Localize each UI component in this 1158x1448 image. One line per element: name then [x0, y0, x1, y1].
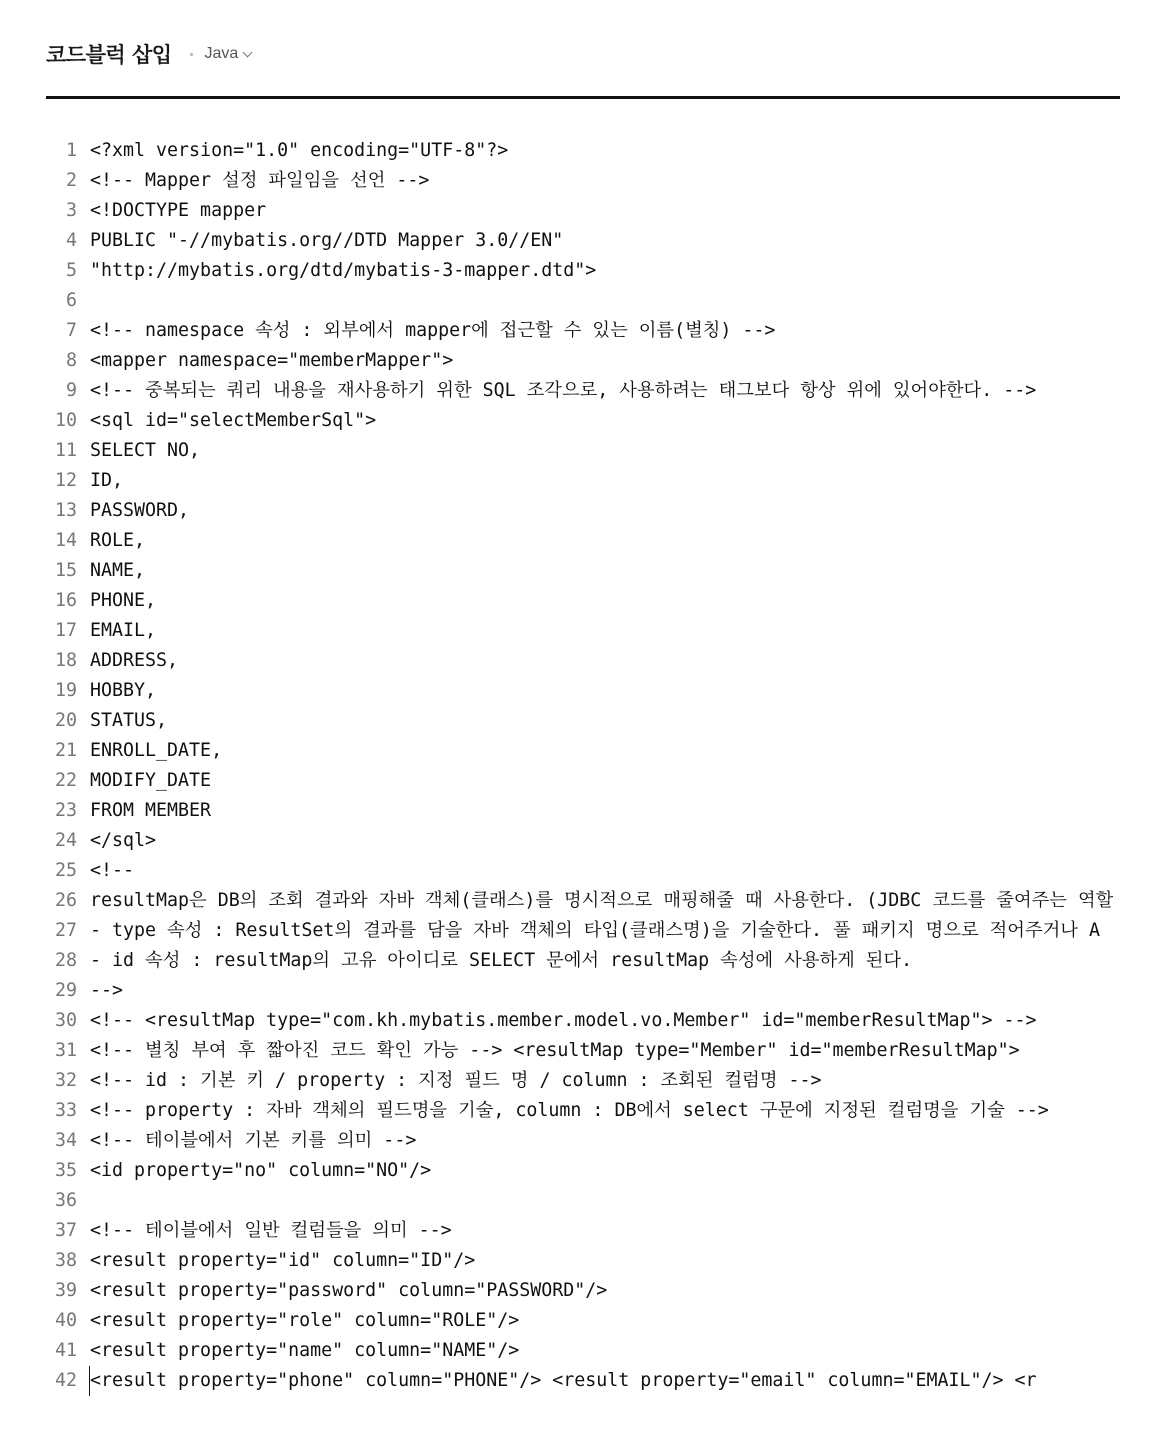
code-line-text[interactable]: --> [90, 980, 124, 1001]
line-number: 17 [54, 620, 77, 641]
code-line [46, 226, 1120, 256]
code-line-text[interactable] [90, 1186, 1120, 1216]
line-number: 40 [54, 1310, 77, 1331]
line-number: 28 [54, 950, 77, 971]
line-number: 11 [54, 440, 77, 461]
code-line-text[interactable]: <!-- [90, 860, 135, 881]
code-line [46, 706, 1120, 736]
code-line [46, 1006, 1120, 1036]
line-number: 7 [65, 320, 77, 341]
code-line [46, 406, 1120, 436]
chevron-down-icon [243, 47, 253, 57]
line-number: 31 [54, 1040, 77, 1061]
code-line-text[interactable]: FROM MEMBER [90, 800, 212, 821]
line-number: 41 [54, 1340, 77, 1361]
line-number: 9 [65, 380, 77, 401]
code-line-text[interactable]: <!-- <resultMap type="com.kh.mybatis.member.model.vo.Member" id="memberResultMap"> --> [90, 1010, 1037, 1031]
code-line-text[interactable]: <id property="no" column="NO"/> [90, 1160, 432, 1181]
code-line [46, 796, 1120, 826]
line-number: 6 [65, 290, 77, 311]
code-line-text[interactable]: <!-- Mapper 설정 파일임을 선언 --> [90, 170, 430, 191]
line-number: 2 [65, 170, 77, 191]
code-line-text[interactable]: HOBBY, [90, 680, 157, 701]
code-line-text[interactable]: NAME, [90, 560, 146, 581]
separator-dot [190, 53, 193, 56]
code-line [46, 1306, 1120, 1336]
code-line-text[interactable]: <!-- property : 자바 객체의 필드명을 기술, column : DB에서 select 구문에 지정된 컬럼명을 기술 --> [90, 1100, 1049, 1121]
line-number: 8 [65, 350, 77, 371]
code-line-text[interactable]: MODIFY_DATE [90, 770, 212, 791]
code-line-text[interactable]: <!-- 중복되는 쿼리 내용을 재사용하기 위한 SQL 조각으로, 사용하려는 태그보다 항상 위에 있어야한다. --> [90, 380, 1037, 401]
code-line [46, 946, 1120, 976]
dialog-title: 코드블럭 삽입 [46, 43, 172, 67]
code-line-text[interactable]: <!-- namespace 속성 : 외부에서 mapper에 접근할 수 있는 이름(별칭) --> [90, 320, 776, 341]
line-number: 12 [54, 470, 77, 491]
line-number: 34 [54, 1130, 77, 1151]
language-select-value: Java [204, 45, 239, 62]
code-line [46, 286, 1120, 316]
code-line-text[interactable]: PHONE, [90, 590, 157, 611]
line-number: 13 [54, 500, 77, 521]
line-number: 32 [54, 1070, 77, 1091]
line-number: 24 [54, 830, 77, 851]
code-line-text[interactable]: <!-- 테이블에서 기본 키를 의미 --> [90, 1130, 417, 1151]
line-number: 14 [54, 530, 77, 551]
code-line-text[interactable]: <!-- 테이블에서 일반 컬럼들을 의미 --> [90, 1220, 452, 1241]
code-line [46, 1276, 1120, 1306]
code-line-text[interactable]: - id 속성 : resultMap의 고유 아이디로 SELECT 문에서 resultMap 속성에 사용하게 된다. [90, 950, 913, 971]
code-line-text[interactable]: <?xml version="1.0" encoding="UTF-8"?> [90, 140, 509, 161]
code-line-text[interactable]: SELECT NO, [90, 440, 201, 461]
code-line-text[interactable]: ENROLL_DATE, [90, 740, 223, 761]
code-line [46, 826, 1120, 856]
code-line [46, 916, 1120, 946]
code-line [46, 856, 1120, 886]
line-number: 30 [54, 1010, 77, 1031]
code-line-text[interactable]: <sql id="selectMemberSql"> [90, 410, 377, 431]
code-line-text[interactable]: <result property="id" column="ID"/> [90, 1250, 476, 1271]
line-number: 25 [54, 860, 77, 881]
code-line-text[interactable]: "http://mybatis.org/dtd/mybatis-3-mapper.dtd"> [90, 260, 597, 281]
line-number: 29 [54, 980, 77, 1001]
line-number: 42 [54, 1370, 77, 1391]
code-line-text[interactable]: </sql> [90, 830, 157, 851]
line-number: 22 [54, 770, 77, 791]
line-number: 16 [54, 590, 77, 611]
code-line [46, 676, 1120, 706]
code-line-text[interactable]: - type 속성 : ResultSet의 결과를 담을 자바 객체의 타입(클래스명)을 기술한다. 풀 패키지 명으로 적어주거나 A [90, 920, 1100, 941]
code-line [46, 1126, 1120, 1156]
code-line [46, 466, 1120, 496]
code-line-text[interactable]: <result property="password" column="PASSWORD"/> [90, 1280, 608, 1301]
line-number: 19 [54, 680, 77, 701]
code-line [46, 1366, 1120, 1396]
code-editor[interactable] [46, 136, 1120, 1406]
code-line [46, 346, 1120, 376]
code-line-text[interactable]: ID, [90, 470, 124, 491]
code-line [46, 616, 1120, 646]
line-number: 37 [54, 1220, 77, 1241]
code-line-text[interactable]: EMAIL, [90, 620, 157, 641]
code-line-text[interactable]: <result property="name" column="NAME"/> [90, 1340, 520, 1361]
code-line [46, 766, 1120, 796]
line-number: 35 [54, 1160, 77, 1181]
code-line-text[interactable]: <result property="role" column="ROLE"/> [90, 1310, 520, 1331]
code-line [46, 1156, 1120, 1186]
code-line [46, 1246, 1120, 1276]
code-line [46, 496, 1120, 526]
line-number: 15 [54, 560, 77, 581]
line-number: 38 [54, 1250, 77, 1271]
line-number: 20 [54, 710, 77, 731]
line-number: 4 [65, 230, 77, 251]
language-select[interactable] [205, 45, 252, 63]
code-line [46, 586, 1120, 616]
code-line-text[interactable] [90, 286, 1120, 316]
line-number: 33 [54, 1100, 77, 1121]
line-number: 39 [54, 1280, 77, 1301]
code-line [46, 556, 1120, 586]
code-line [46, 1186, 1120, 1216]
code-line [46, 1036, 1120, 1066]
code-line [46, 376, 1120, 406]
line-number: 3 [65, 200, 77, 221]
code-line-text[interactable]: <!-- 별칭 부여 후 짧아진 코드 확인 가능 --> <resultMap type="Member" id="memberResultMap"> [90, 1040, 1020, 1061]
code-line-text[interactable]: ROLE, [90, 530, 146, 551]
code-line-text[interactable]: <result property="phone" column="PHONE"/> <result property="email" column="EMAIL"/> <r [89, 1366, 1120, 1396]
code-line-text[interactable]: PASSWORD, [90, 500, 190, 521]
code-line-text[interactable]: <mapper namespace="memberMapper"> [90, 350, 454, 371]
header-divider [46, 96, 1120, 99]
code-line [46, 736, 1120, 766]
code-line-text[interactable]: STATUS, [90, 710, 168, 731]
line-number: 1 [65, 140, 77, 161]
code-line [46, 646, 1120, 676]
code-line [46, 196, 1120, 226]
code-line-text[interactable]: ADDRESS, [90, 650, 179, 671]
line-number: 21 [54, 740, 77, 761]
code-line [46, 136, 1120, 166]
line-number: 27 [54, 920, 77, 941]
code-line [46, 166, 1120, 196]
code-line [46, 436, 1120, 466]
line-number: 18 [54, 650, 77, 671]
code-line [46, 976, 1120, 1006]
line-number: 36 [54, 1190, 77, 1211]
code-line-text[interactable]: <!DOCTYPE mapper [90, 200, 267, 221]
code-line [46, 1216, 1120, 1246]
code-line [46, 1336, 1120, 1366]
line-number: 10 [54, 410, 77, 431]
code-line-text[interactable]: resultMap은 DB의 조회 결과와 자바 객체(클래스)를 명시적으로 매핑해줄 때 사용한다. (JDBC 코드를 줄여주는 역할 [90, 890, 1114, 911]
code-line [46, 886, 1120, 916]
line-number: 26 [54, 890, 77, 911]
code-line-text[interactable]: PUBLIC "-//mybatis.org//DTD Mapper 3.0//EN" [90, 230, 564, 251]
code-line [46, 1096, 1120, 1126]
code-line [46, 256, 1120, 286]
code-line [46, 526, 1120, 556]
code-line [46, 1066, 1120, 1096]
line-number: 5 [65, 260, 77, 281]
code-line [46, 316, 1120, 346]
code-line-text[interactable]: <!-- id : 기본 키 / property : 지정 필드 명 / column : 조회된 컬럼명 --> [90, 1070, 822, 1091]
line-number: 23 [54, 800, 77, 821]
dialog-header [46, 34, 1120, 74]
